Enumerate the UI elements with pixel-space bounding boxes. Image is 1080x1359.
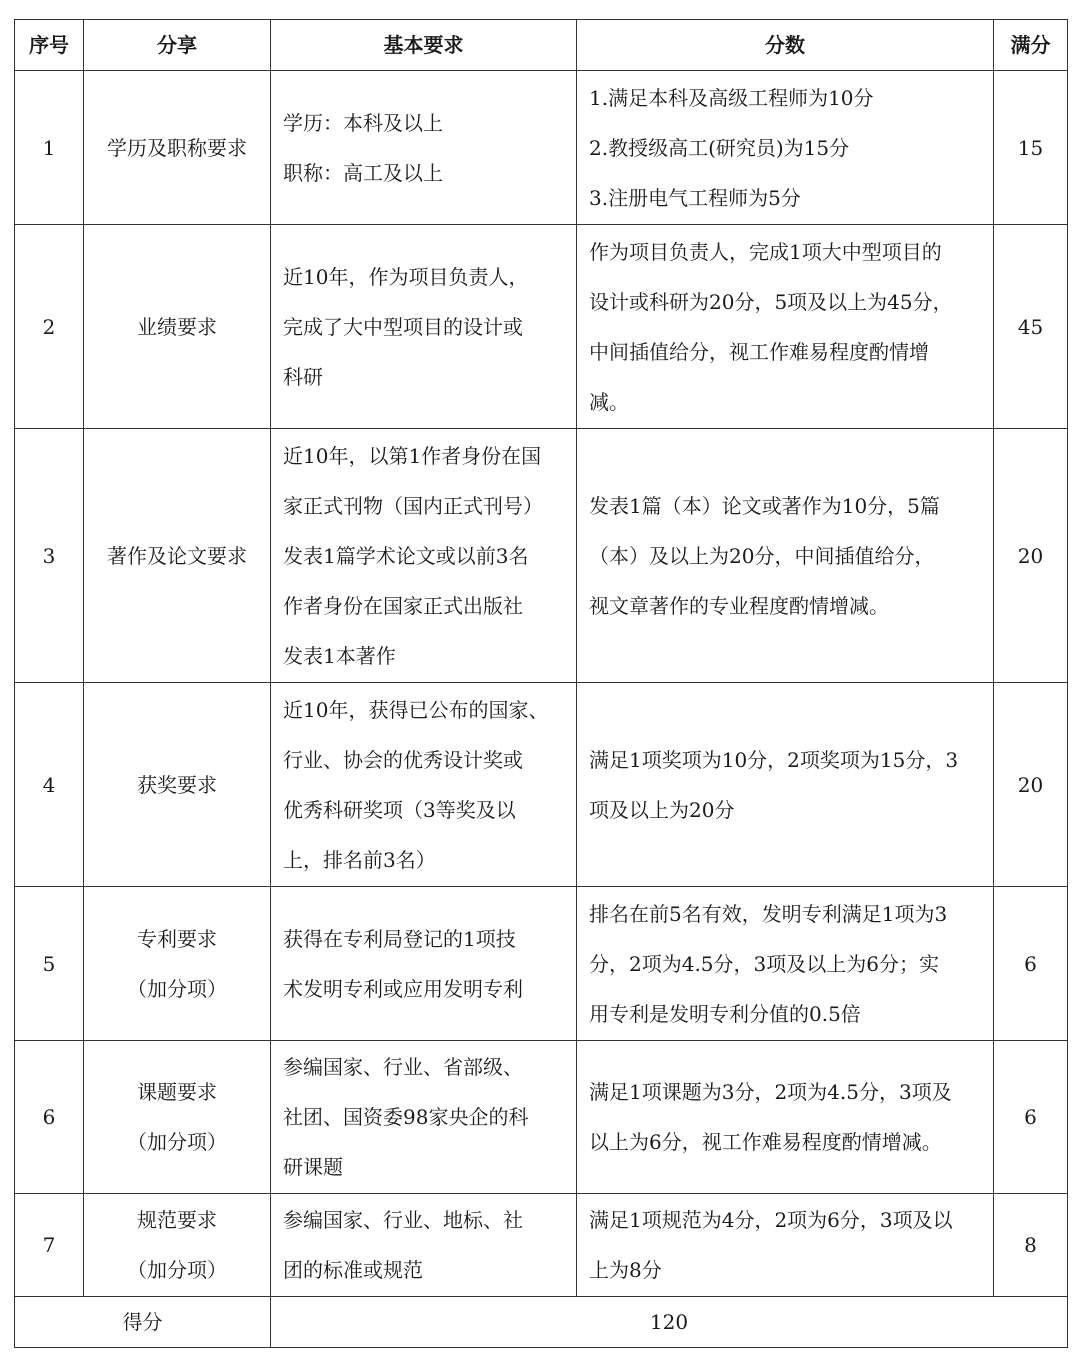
row-no: 4 (15, 683, 84, 887)
row-no: 1 (15, 71, 84, 225)
score-line: 以上为6分，视工作难易程度酌情增减。 (589, 1130, 942, 1154)
requirement-line: 上，排名前3名） (283, 847, 436, 872)
row-requirement (271, 887, 577, 1041)
score-line: 3.注册电气工程师为5分 (589, 185, 801, 210)
row-score (577, 683, 994, 887)
score-line: 项及以上为20分 (589, 797, 735, 822)
requirement-line: 获得在专利局登记的1项技 (283, 926, 516, 951)
row-share (84, 683, 271, 887)
row-full-score: 20 (994, 429, 1068, 683)
header-row (15, 20, 1068, 71)
row-share (84, 225, 271, 429)
row-share (84, 429, 271, 683)
score-line: 2.教授级高工(研究员)为15分 (589, 135, 850, 160)
score-line: 视文章著作的专业程度酌情增减。 (589, 593, 889, 618)
row-full-score: 8 (994, 1194, 1068, 1297)
requirement-line: 参编国家、行业、地标、社 (283, 1208, 523, 1232)
table-row (15, 887, 1068, 1041)
score-line: 发表1篇（本）论文或著作为10分，5篇 (589, 493, 940, 518)
scoring-table (14, 19, 1068, 1348)
score-line: 减。 (589, 389, 629, 414)
score-line: 满足1项课题为3分，2项为4.5分，3项及 (589, 1080, 952, 1104)
row-score (577, 1041, 994, 1194)
row-requirement (271, 71, 577, 225)
row-no: 5 (15, 887, 84, 1041)
table-row (15, 683, 1068, 887)
requirement-line: 近10年，作为项目负责人， (283, 264, 529, 289)
score-line: 设计或科研为20分，5项及以上为45分， (589, 289, 953, 314)
row-requirement (271, 683, 577, 887)
row-score (577, 1194, 994, 1297)
row-no: 2 (15, 225, 84, 429)
requirement-line: 作者身份在国家正式出版社 (283, 593, 523, 618)
row-no: 3 (15, 429, 84, 683)
requirement-line: 近10年，获得已公布的国家、 (283, 697, 549, 722)
share-line: 专利要求 (137, 926, 217, 951)
requirement-line: 完成了大中型项目的设计或 (283, 314, 523, 339)
total-value: 120 (271, 1297, 1068, 1348)
header-share: 分享 (84, 20, 271, 71)
score-line: 1.满足本科及高级工程师为10分 (589, 85, 874, 110)
score-line: 用专利是发明专利分值的0.5倍 (589, 1001, 861, 1026)
total-row (15, 1297, 1068, 1348)
row-no: 6 (15, 1041, 84, 1194)
header-no: 序号 (15, 20, 84, 71)
table-row (15, 1041, 1068, 1194)
score-line: （本）及以上为20分，中间插值给分， (589, 543, 935, 568)
row-score (577, 887, 994, 1041)
requirement-line: 研课题 (283, 1155, 343, 1179)
score-line: 作为项目负责人，完成1项大中型项目的 (589, 239, 942, 264)
score-line: 满足1项规范为4分，2项为6分，3项及以 (589, 1208, 953, 1232)
requirement-line: 团的标准或规范 (283, 1258, 423, 1282)
row-share (84, 887, 271, 1041)
requirement-line: 近10年，以第1作者身份在国 (283, 443, 542, 468)
requirement-line: 参编国家、行业、省部级、 (283, 1055, 523, 1079)
share-line: 学历及职称要求 (107, 135, 247, 160)
row-share (84, 1194, 271, 1297)
share-line: （加分项） (127, 1258, 227, 1282)
table-row (15, 1194, 1068, 1297)
row-score (577, 429, 994, 683)
requirement-line: 发表1本著作 (283, 643, 396, 668)
share-line: 著作及论文要求 (107, 543, 247, 568)
score-line: 中间插值给分，视工作难易程度酌情增 (589, 339, 929, 364)
row-no: 7 (15, 1194, 84, 1297)
requirement-line: 优秀科研奖项（3等奖及以 (283, 797, 516, 822)
score-line: 上为8分 (589, 1258, 662, 1282)
row-full-score: 45 (994, 225, 1068, 429)
requirement-line: 发表1篇学术论文或以前3名 (283, 543, 529, 568)
row-requirement (271, 225, 577, 429)
score-line: 满足1项奖项为10分，2项奖项为15分，3 (589, 747, 959, 772)
table-row (15, 429, 1068, 683)
row-requirement (271, 1194, 577, 1297)
header-score: 分数 (577, 20, 994, 71)
share-line: 获奖要求 (137, 772, 217, 797)
requirement-line: 行业、协会的优秀设计奖或 (283, 747, 523, 772)
row-share (84, 1041, 271, 1194)
table-row (15, 225, 1068, 429)
row-requirement (271, 429, 577, 683)
header-requirement: 基本要求 (271, 20, 577, 71)
row-full-score: 6 (994, 1041, 1068, 1194)
row-score (577, 71, 994, 225)
header-full-score: 满分 (994, 20, 1068, 71)
share-line: （加分项） (127, 1130, 227, 1154)
row-full-score: 20 (994, 683, 1068, 887)
score-line: 分，2项为4.5分，3项及以上为6分；实 (589, 951, 939, 976)
requirement-line: 学历：本科及以上 (283, 110, 443, 135)
share-line: 业绩要求 (137, 314, 217, 339)
row-requirement (271, 1041, 577, 1194)
score-line: 排名在前5名有效，发明专利满足1项为3 (589, 901, 948, 926)
row-full-score: 6 (994, 887, 1068, 1041)
requirement-line: 职称：高工及以上 (283, 160, 443, 185)
share-line: （加分项） (127, 976, 227, 1001)
row-score (577, 225, 994, 429)
share-line: 规范要求 (137, 1208, 217, 1232)
requirement-line: 社团、国资委98家央企的科 (283, 1105, 529, 1129)
requirement-line: 家正式刊物（国内正式刊号） (283, 493, 543, 518)
requirement-line: 科研 (283, 364, 323, 389)
share-line: 课题要求 (137, 1080, 217, 1104)
requirement-line: 术发明专利或应用发明专利 (283, 976, 523, 1001)
table-row (15, 71, 1068, 225)
row-share (84, 71, 271, 225)
total-label: 得分 (15, 1297, 271, 1348)
row-full-score: 15 (994, 71, 1068, 225)
